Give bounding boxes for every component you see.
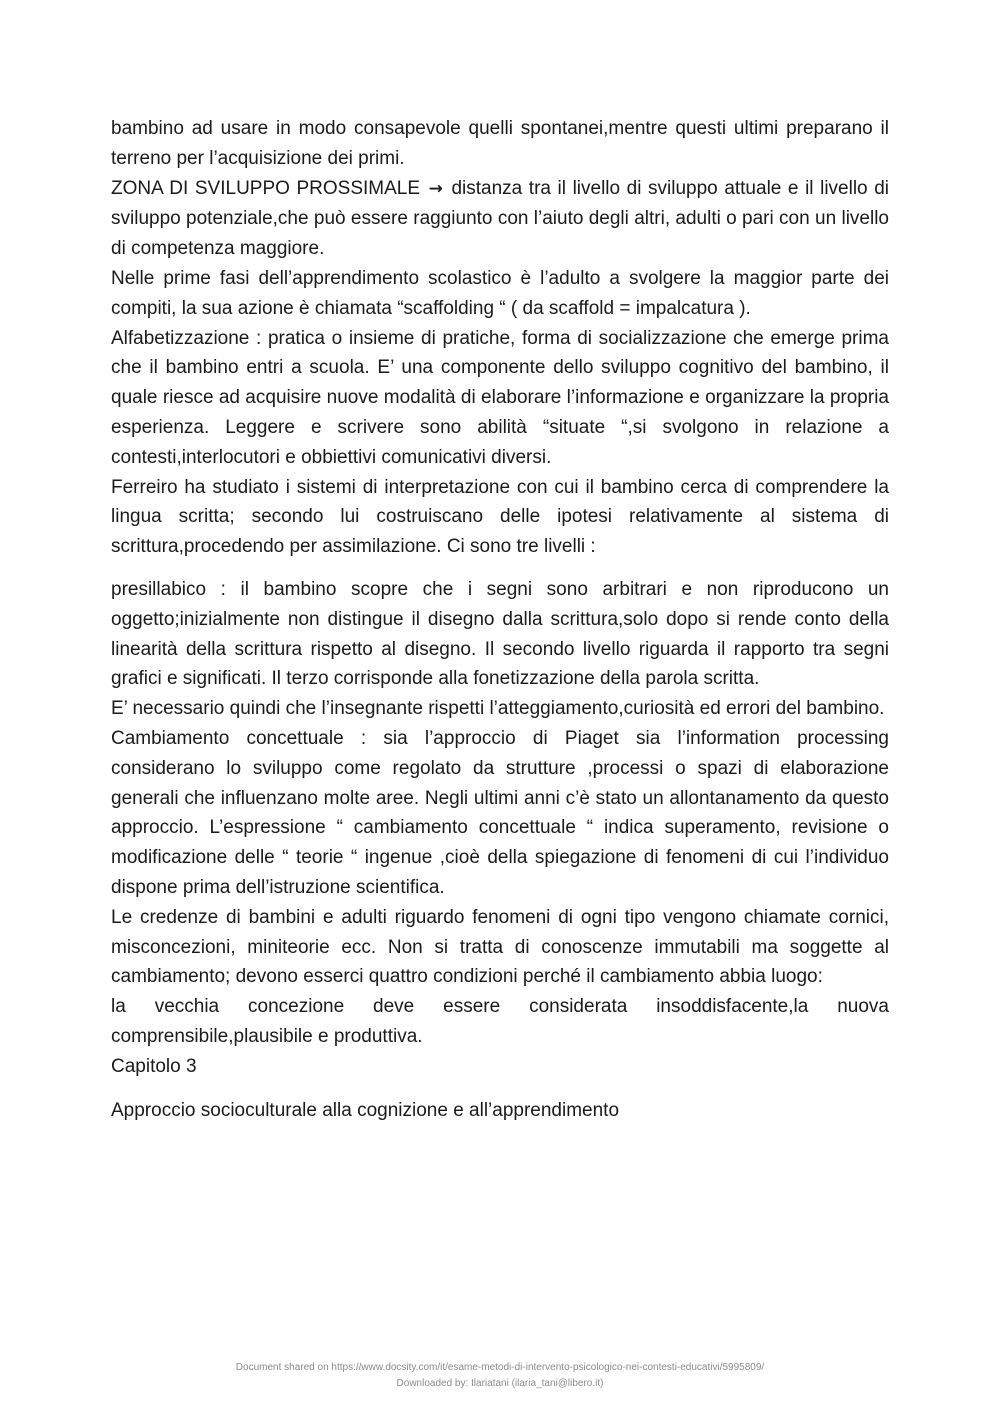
paragraph-scaffolding: Nelle prime fasi dell’apprendimento scolastico è l’adulto a svolgere la maggior parte dei compiti, la sua azione è chiamata “scaffolding “ ( da scaffold = impalcatura ). xyxy=(111,267,889,319)
paragraph-presillabico: presillabico : il bambino scopre che i segni sono arbitrari e non riproducono un oggetto;inizialmente non distingue il disegno dalla scrittura,solo dopo si rende conto della linearità della scrittura rispetto al disegno. Il secondo livello riguarda il rapporto tra segni grafici e significati. Il terzo corrisponde alla fonetizzazione della parola scritta. xyxy=(111,578,889,690)
footer-downloaded-line: Downloaded by: Ilariatani (ilaria_tani@libero.it) xyxy=(396,1378,604,1389)
paragraph-insegnante: E’ necessario quindi che l’insegnante rispetti l’atteggiamento,curiosità ed errori del bambino. xyxy=(111,698,885,720)
right-arrow-icon: → xyxy=(428,178,443,199)
paragraph-condizioni: la vecchia concezione deve essere considerata insoddisfacente,la nuova comprensibile,plausibile e produttiva. xyxy=(111,996,889,1047)
paragraph-credenze: Le credenze di bambini e adulti riguardo fenomeni di ogni tipo vengono chiamate cornici, misconcezioni, miniteorie ecc. Non si tratta di conoscenze immutabili ma soggette al cambiamento; devono esserci quattro condizioni perché il cambiamento abbia luogo: xyxy=(111,906,889,988)
paragraph-ferreiro: Ferreiro ha studiato i sistemi di interpretazione con cui il bambino cerca di comprendere la lingua scritta; secondo lui costruiscano delle ipotesi relativamente al sistema di scrittura,procedendo per assimilazione. Ci sono tre livelli : xyxy=(111,476,889,558)
chapter-label: Capitolo 3 xyxy=(111,1055,197,1077)
chapter-title: Approccio socioculturale alla cognizione e all’apprendimento xyxy=(111,1099,620,1121)
page-footer xyxy=(0,1360,1000,1392)
footer-shared-line: Document shared on https://www.docsity.com/it/esame-metodi-di-intervento-psicologico-nei-contesti-educativi/5995809/ xyxy=(235,1362,765,1373)
paragraph-scaffolding-intro: bambino ad usare in modo consapevole quelli spontanei,mentre questi ultimi preparano il terreno per l’acquisizione dei primi. xyxy=(111,118,889,169)
term-zona-sviluppo: ZONA DI SVILUPPO PROSSIMALE xyxy=(111,177,421,199)
definition-zona-sviluppo: distanza tra il livello di sviluppo attuale e il livello di sviluppo potenziale,che può essere raggiunto con l’aiuto degli altri, adulti o pari con un livello di competenza maggiore. xyxy=(111,177,889,260)
paragraph-alfabetizzazione: Alfabetizzazione : pratica o insieme di pratiche, forma di socializzazione che emerge prima che il bambino entri a scuola. E’ una componente dello sviluppo cognitivo del bambino, il quale riesce ad acquisire nuove modalità di elaborare l’informazione e organizzare la propria esperienza. Leggere e scrivere sono abilità “situate “,si svolgono in relazione a contesti,interlocutori e obbiettivi comunicativi diversi. xyxy=(111,327,889,468)
paragraph-zona-sviluppo xyxy=(111,174,889,264)
paragraph-cambiamento-concettuale: Cambiamento concettuale : sia l’approccio di Piaget sia l’information processing considerano lo sviluppo come regolato da strutture ,processi o spazi di elaborazione generali che influenzano molte aree. Negli ultimi anni c’è stato un allontanamento da questo approccio. L’espressione “ cambiamento concettuale “ indica superamento, revisione o modificazione delle “ teorie “ ingenue ,cioè della spiegazione di fenomeni di cui l’individuo dispone prima dell’istruzione scientifica. xyxy=(111,727,889,898)
document-body xyxy=(111,114,889,1125)
